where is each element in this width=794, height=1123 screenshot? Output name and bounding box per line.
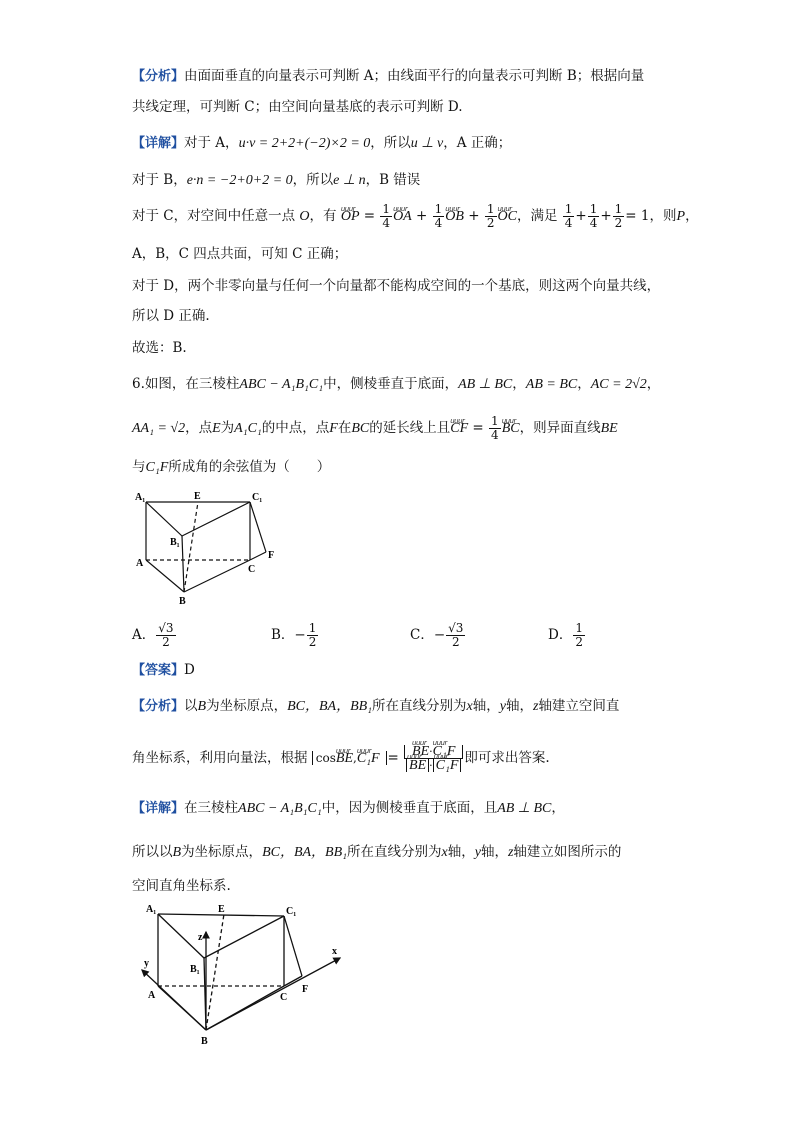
edge-b1-b bbox=[182, 536, 184, 592]
segment-b-e bbox=[184, 502, 198, 592]
label-c1: C₁ bbox=[252, 492, 263, 503]
option-a[interactable]: A． $\frac{√3}{2}$ bbox=[132, 621, 174, 649]
label-y: y bbox=[144, 958, 149, 969]
label-b: B bbox=[201, 1036, 208, 1047]
segment-b-e bbox=[206, 914, 224, 1030]
axis-x bbox=[206, 958, 340, 1030]
label-f: F bbox=[302, 984, 309, 995]
label-x: x bbox=[332, 946, 337, 957]
option-b[interactable]: B．− $\frac{1}{2}$ bbox=[271, 621, 317, 649]
detail-tag: 【详解】 bbox=[132, 136, 185, 151]
analysis6-line1: 【分析】以B为坐标原点，BC，BA，BB₁所在直线分别为x轴，y轴，z轴建立空间直 bbox=[132, 698, 620, 714]
label-a: A bbox=[148, 990, 156, 1001]
label-c: C bbox=[248, 564, 256, 575]
detail5-c2: A，B，C 四点共面，可知 C 正确； bbox=[132, 246, 348, 262]
detail6-line3: 空间直角坐标系. bbox=[132, 878, 231, 894]
q6-line2: AA₁ = √2，点E为A₁C₁的中点，点F在BC的延长线上且uuur CF = $\frac{1}{4}$ uuur BC，则异面直线BE bbox=[132, 415, 618, 442]
label-b: B bbox=[179, 596, 186, 607]
label-a1: A₁ bbox=[135, 492, 146, 503]
edge-a1-b1 bbox=[146, 502, 182, 536]
label-c1: C₁ bbox=[286, 906, 297, 917]
answer6: 【答案】D bbox=[132, 662, 195, 678]
detail6-line1: 【详解】在三棱柱ABC − A₁B₁C₁中，因为侧棱垂直于底面，且AB ⊥ BC， bbox=[132, 800, 565, 816]
detail5-c1: 对于 C，对空间中任意一点 O，有 uuur OP = $\frac{1}{4}$ uuur OA + $\frac{1}{4}$ uuur OB + $\frac{1}{2}$ uuur OC，满足 $\frac{1}{4}$ + $\frac{1}{4}$ + $\frac{1}{2}$ = 1，则P， bbox=[132, 203, 699, 230]
detail5-d2: 所以 D 正确. bbox=[132, 308, 210, 324]
detail5-d1: 对于 D，两个非零向量与任何一个向量都不能构成空间的一个基底，则这两个向量共线， bbox=[132, 278, 661, 294]
analysis6-line2: 角坐标系，利用向量法，根据 cosuuur BE,uuur C₁F = uuur BE·uuur C₁F uuur BE ·uuur C₁F 即可求出答案. bbox=[132, 745, 550, 772]
q6-line1: 6.如图，在三棱柱ABC − A₁B₁C₁中，侧棱垂直于底面，AB ⊥ BC，AB = BC，AC = 2√2， bbox=[132, 376, 661, 392]
prism-figure-1 bbox=[132, 488, 282, 608]
label-f: F bbox=[268, 550, 275, 561]
prism-figure-2 bbox=[132, 902, 362, 1050]
option-c[interactable]: C．− $\frac{√3}{2}$ bbox=[410, 621, 464, 649]
label-b1: B₁ bbox=[190, 964, 200, 975]
label-a: A bbox=[136, 558, 144, 569]
option-d[interactable]: D． $\frac{1}{2}$ bbox=[548, 621, 583, 649]
label-e: E bbox=[194, 491, 201, 502]
label-e: E bbox=[218, 904, 225, 915]
edge-c1-f bbox=[250, 502, 266, 552]
detail6-line2: 所以以B为坐标原点，BC，BA，BB₁所在直线分别为x轴，y轴，z轴建立如图所示的 bbox=[132, 844, 622, 860]
edge-b1-c1 bbox=[182, 502, 250, 536]
analysis5-line2: 共线定理，可判断 C；由空间向量基底的表示可判断 D. bbox=[132, 99, 463, 115]
edge-b1-c1 bbox=[204, 916, 284, 958]
label-c: C bbox=[280, 992, 288, 1003]
label-a1: A₁ bbox=[146, 904, 157, 915]
edge-c1-f bbox=[284, 916, 302, 976]
detail5-a: 【详解】对于 A，u·v = 2+2+(−2)×2 = 0，所以u ⊥ v，A 正确； bbox=[132, 135, 512, 151]
edge-c-f bbox=[284, 976, 302, 986]
analysis-tag: 【分析】 bbox=[132, 69, 185, 84]
detail5-b: 对于 B，e·n = −2+0+2 = 0，所以e ⊥ n，B 错误 bbox=[132, 172, 421, 188]
analysis5-line1: 【分析】由面面垂直的向量表示可判断 A；由线面平行的向量表示可判断 B；根据向量 bbox=[132, 68, 645, 84]
label-b1: B₁ bbox=[170, 537, 180, 548]
q6-line3: 与C₁F所成角的余弦值为（ ） bbox=[132, 459, 331, 475]
edge-c-f bbox=[250, 552, 266, 560]
edge-b-c bbox=[184, 560, 250, 592]
detail5-choose: 故选：B. bbox=[132, 340, 187, 356]
label-z: z bbox=[198, 932, 203, 943]
edge-a-b bbox=[146, 560, 184, 592]
